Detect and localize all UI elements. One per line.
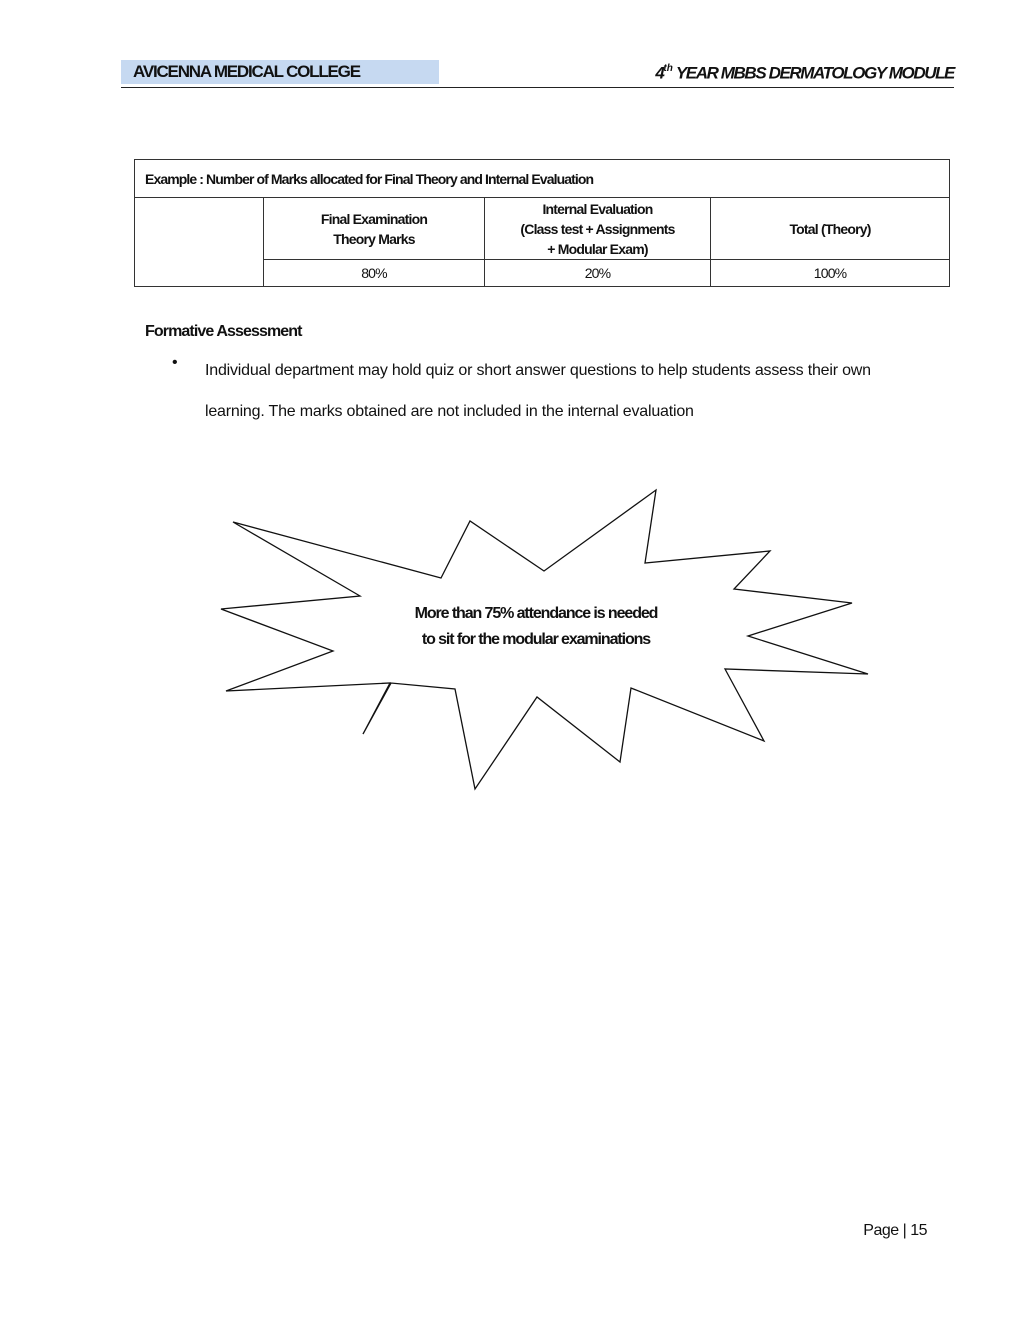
module-year-suffix: th — [663, 63, 673, 74]
header-line: Total (Theory) — [789, 220, 871, 237]
callout-line: to sit for the modular examinations — [421, 631, 651, 648]
header-line: + Modular Exam) — [547, 240, 648, 257]
table-value-internal-eval: 20% — [485, 260, 711, 287]
college-name: AVICENNA MEDICAL COLLEGE — [133, 62, 360, 81]
table-value-final-exam: 80% — [264, 260, 485, 287]
formative-assessment-heading: Formative Assessment — [145, 323, 302, 340]
callout-line: More than 75% attendance is needed — [414, 605, 658, 622]
header-line: Final Examination — [320, 210, 428, 227]
header-line: (Class test + Assignments — [520, 220, 675, 237]
module-year-number: 4 — [655, 63, 664, 83]
formative-assessment-text: Individual department may hold quiz or short answer questions to help students assess their own learning. The marks obtained are not included in the internal evaluation — [205, 362, 871, 420]
page-number: Page | 15 — [863, 1222, 927, 1239]
table-caption: Example : Number of Marks allocated for Final Theory and Internal Evaluation — [135, 160, 950, 198]
attendance-callout — [346, 601, 726, 653]
header-line: Internal Evaluation — [542, 200, 653, 217]
bullet-icon: • — [172, 354, 178, 371]
table-value-total: 100% — [711, 260, 950, 287]
module-name: YEAR MBBS DERMATOLOGY MODULE — [672, 63, 954, 83]
header-line: Theory Marks — [333, 230, 415, 247]
